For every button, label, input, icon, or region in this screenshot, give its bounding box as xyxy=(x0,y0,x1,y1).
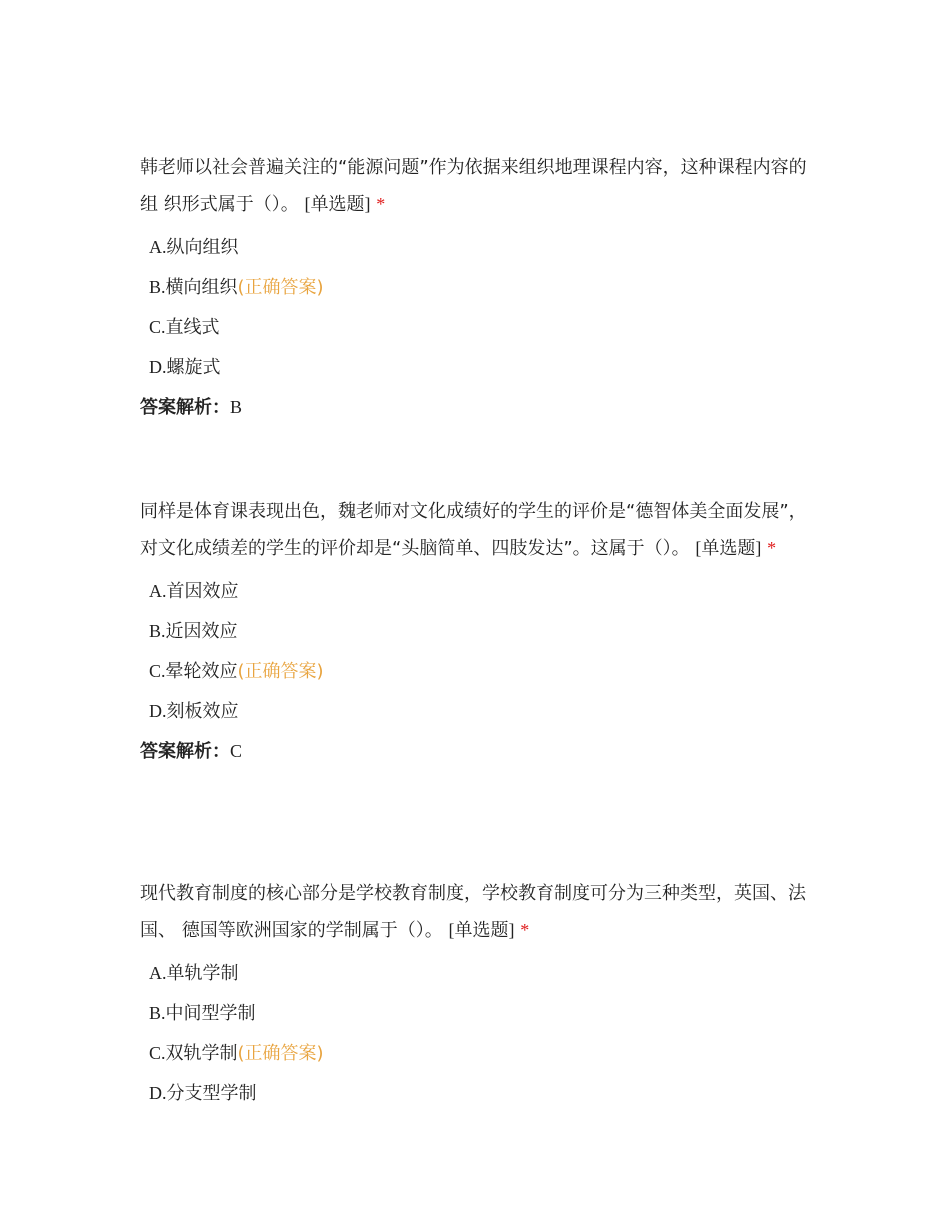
option-text: 近因效应 xyxy=(165,621,238,642)
option-text: 纵向组织 xyxy=(166,237,239,258)
option-text: 刻板效应 xyxy=(166,701,239,722)
option-b xyxy=(140,993,820,1033)
option-letter: A. xyxy=(149,963,167,983)
option-text: 单轨学制 xyxy=(166,963,239,984)
option-text: 直线式 xyxy=(165,317,220,338)
option-text: 中间型学制 xyxy=(165,1003,256,1024)
question-text xyxy=(140,149,820,223)
option-letter: B. xyxy=(149,1003,166,1023)
question-text xyxy=(140,875,820,949)
option-letter: D. xyxy=(149,357,167,377)
correct-answer-mark: (正确答案) xyxy=(237,661,324,682)
question-stem: 现代教育制度的核心部分是学校教育制度，学校教育制度可分为三种类型，英国、法国、 德国等欧洲国家的学制属于（）。 xyxy=(140,883,806,941)
option-text: 晕轮效应 xyxy=(165,661,238,682)
option-letter: C. xyxy=(149,1043,166,1063)
option-letter: B. xyxy=(149,621,166,641)
option-text: 螺旋式 xyxy=(166,357,221,378)
option-a xyxy=(140,953,820,993)
option-letter: D. xyxy=(149,1083,167,1103)
option-b xyxy=(140,267,820,307)
required-mark: * xyxy=(376,194,386,214)
option-list xyxy=(140,571,820,731)
question-type: [单选题] xyxy=(304,194,371,214)
option-list xyxy=(140,227,820,387)
option-text: 横向组织 xyxy=(165,277,238,298)
answer-analysis xyxy=(140,387,820,427)
required-mark: * xyxy=(520,920,530,940)
option-letter: A. xyxy=(149,581,167,601)
analysis-value: B xyxy=(230,397,243,417)
option-letter: C. xyxy=(149,317,166,337)
option-text: 分支型学制 xyxy=(166,1083,257,1104)
option-c xyxy=(140,651,820,691)
option-d xyxy=(140,1073,820,1113)
option-d xyxy=(140,347,820,387)
option-b xyxy=(140,611,820,651)
question-stem: 韩老师以社会普遍关注的“能源问题”作为依据来组织地理课程内容，这种课程内容的组 织形式属于（）。 xyxy=(140,157,807,215)
question-type: [单选题] xyxy=(695,538,762,558)
option-c xyxy=(140,1033,820,1073)
question-3 xyxy=(140,875,820,1113)
option-a xyxy=(140,227,820,267)
option-text: 双轨学制 xyxy=(165,1043,238,1064)
question-text xyxy=(140,493,820,567)
question-type: [单选题] xyxy=(448,920,515,940)
question-stem: 同样是体育课表现出色，魏老师对文化成绩好的学生的评价是“德智体美全面发展”，对文化成绩差的学生的评价却是“头脑简单、四肢发达”。这属于（）。 xyxy=(140,501,807,559)
option-letter: D. xyxy=(149,701,167,721)
option-letter: A. xyxy=(149,237,167,257)
analysis-value: C xyxy=(230,741,243,761)
answer-analysis xyxy=(140,731,820,771)
option-letter: C. xyxy=(149,661,166,681)
analysis-label: 答案解析： xyxy=(140,741,230,762)
correct-answer-mark: (正确答案) xyxy=(237,277,324,298)
correct-answer-mark: (正确答案) xyxy=(237,1043,324,1064)
option-d xyxy=(140,691,820,731)
analysis-label: 答案解析： xyxy=(140,397,230,418)
question-2 xyxy=(140,493,820,771)
option-text: 首因效应 xyxy=(166,581,239,602)
option-c xyxy=(140,307,820,347)
required-mark: * xyxy=(767,538,777,558)
option-list xyxy=(140,953,820,1113)
question-1 xyxy=(140,149,820,427)
option-letter: B. xyxy=(149,277,166,297)
option-a xyxy=(140,571,820,611)
